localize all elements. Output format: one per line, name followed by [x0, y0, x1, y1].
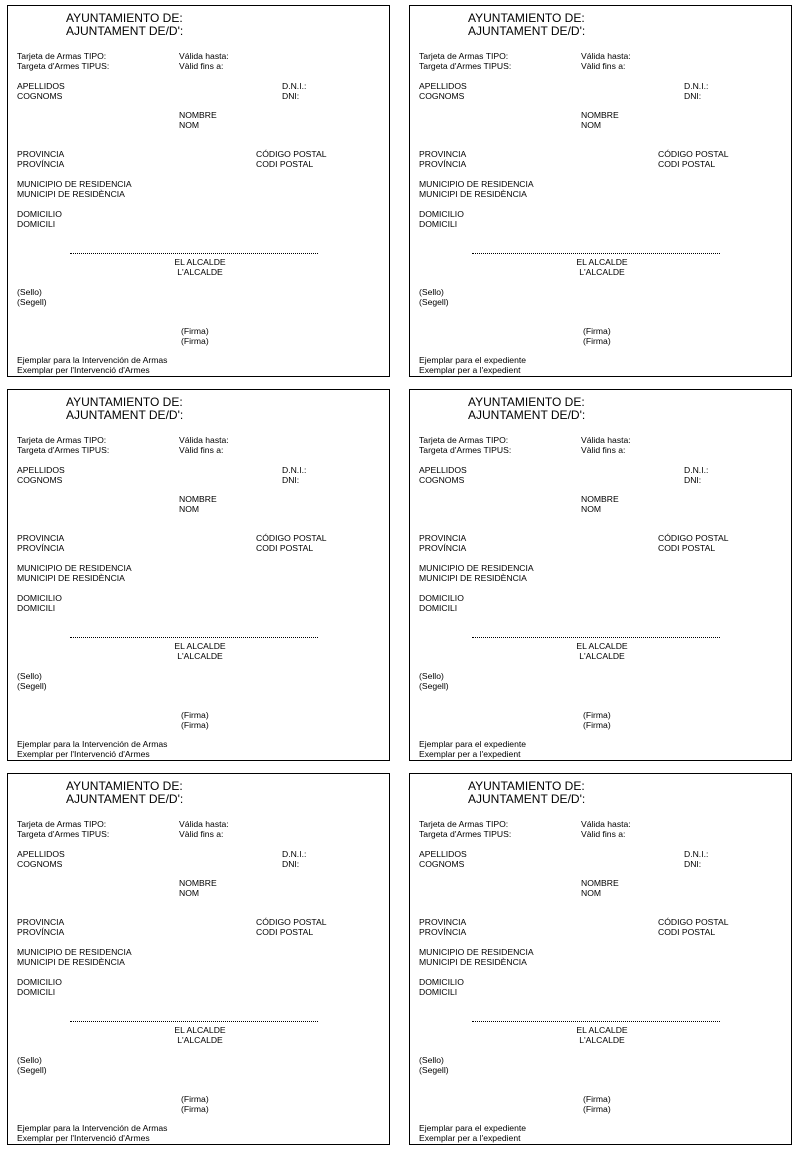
nombre-label-ca: NOM — [581, 888, 602, 898]
firma-label-ca: (Firma) — [583, 720, 611, 730]
apellidos-label-ca: COGNOMS — [419, 91, 465, 101]
card-title — [66, 396, 183, 421]
copy-label — [419, 1123, 526, 1143]
form-card-6 — [409, 773, 792, 1145]
copy-label-es: Ejemplar para la Intervención de Armas — [17, 1123, 168, 1133]
provincia-label-es: PROVINCIA — [17, 149, 65, 159]
municipio-label — [419, 947, 534, 967]
title-es: AYUNTAMIENTO DE: — [66, 779, 183, 793]
copy-label-ca: Exemplar per l'Intervenció d'Armes — [17, 365, 150, 375]
provincia-label-es: PROVINCIA — [419, 533, 467, 543]
tarjeta-label — [17, 51, 109, 71]
nombre-label-es: NOMBRE — [581, 878, 619, 888]
firma-label-es: (Firma) — [583, 1094, 611, 1104]
signature-dotted-line — [472, 637, 720, 638]
nombre-label-es: NOMBRE — [179, 878, 217, 888]
alcalde-label-es: EL ALCALDE — [174, 257, 226, 267]
domicilio-label-es: DOMICILIO — [17, 977, 62, 987]
dni-label-es: D.N.I.: — [282, 465, 307, 475]
sello-label-es: (Sello) — [17, 287, 42, 297]
domicilio-label-es: DOMICILIO — [419, 593, 464, 603]
tarjeta-label-es: Tarjeta de Armas TIPO: — [419, 435, 509, 445]
signature-dotted-line — [70, 253, 318, 254]
domicilio-label-es: DOMICILIO — [17, 209, 62, 219]
sello-label-es: (Sello) — [419, 671, 444, 681]
valida-label-ca: Vàlid fins a: — [581, 61, 626, 71]
nombre-label — [179, 878, 217, 898]
title-ca: AJUNTAMENT DE/D': — [468, 23, 586, 38]
codigo-postal-label — [256, 149, 327, 169]
apellidos-label-es: APELLIDOS — [419, 849, 467, 859]
apellidos-label-es: APELLIDOS — [419, 81, 467, 91]
municipio-label-es: MUNICIPIO DE RESIDENCIA — [17, 563, 132, 573]
valida-label-es: Válida hasta: — [581, 819, 631, 829]
tarjeta-label-es: Tarjeta de Armas TIPO: — [419, 51, 509, 61]
domicilio-label — [419, 209, 464, 229]
codigo-postal-label-ca: CODI POSTAL — [256, 927, 314, 937]
apellidos-label-es: APELLIDOS — [419, 465, 467, 475]
copy-label-es: Ejemplar para la Intervención de Armas — [17, 739, 168, 749]
nombre-label — [581, 494, 619, 514]
sello-label — [17, 671, 47, 691]
municipio-label-es: MUNICIPIO DE RESIDENCIA — [17, 947, 132, 957]
firma-label — [181, 1094, 209, 1114]
codigo-postal-label-es: CÓDIGO POSTAL — [256, 149, 327, 159]
dni-label-es: D.N.I.: — [684, 849, 709, 859]
title-ca: AJUNTAMENT DE/D': — [66, 23, 184, 38]
sello-label-es: (Sello) — [419, 287, 444, 297]
domicilio-label-es: DOMICILIO — [419, 977, 464, 987]
provincia-label — [419, 149, 466, 169]
form-card-2 — [409, 5, 792, 377]
nombre-label-es: NOMBRE — [179, 110, 217, 120]
title-es: AYUNTAMIENTO DE: — [468, 779, 585, 793]
firma-label-ca: (Firma) — [181, 720, 209, 730]
alcalde-label-es: EL ALCALDE — [576, 641, 628, 651]
provincia-label — [17, 149, 64, 169]
form-card-4 — [409, 389, 792, 761]
apellidos-label-ca: COGNOMS — [419, 859, 465, 869]
form-card-3 — [7, 389, 390, 761]
valida-label-ca: Vàlid fins a: — [179, 445, 224, 455]
signature-dotted-line — [472, 253, 720, 254]
provincia-label-es: PROVINCIA — [419, 149, 467, 159]
dni-label — [282, 81, 306, 101]
tarjeta-label-es: Tarjeta de Armas TIPO: — [17, 435, 107, 445]
apellidos-label-ca: COGNOMS — [17, 859, 63, 869]
alcalde-label-es: EL ALCALDE — [576, 257, 628, 267]
tarjeta-label-es: Tarjeta de Armas TIPO: — [17, 51, 107, 61]
sello-label-ca: (Segell) — [419, 681, 449, 691]
alcalde-label-es: EL ALCALDE — [576, 1025, 628, 1035]
alcalde-label-ca: L'ALCALDE — [177, 267, 223, 277]
nombre-label-ca: NOM — [179, 888, 200, 898]
domicilio-label-ca: DOMICILI — [17, 987, 56, 997]
alcalde-label-ca: L'ALCALDE — [579, 651, 625, 661]
domicilio-label-es: DOMICILIO — [17, 593, 62, 603]
municipio-label-es: MUNICIPIO DE RESIDENCIA — [419, 563, 534, 573]
municipio-label — [419, 563, 534, 583]
provincia-label-ca: PROVÍNCIA — [17, 159, 65, 169]
municipio-label — [419, 179, 534, 199]
codigo-postal-label-es: CÓDIGO POSTAL — [256, 917, 327, 927]
firma-label — [583, 326, 611, 346]
domicilio-label — [17, 977, 62, 997]
dni-label — [684, 849, 708, 869]
form-card-1 — [7, 5, 390, 377]
valida-label-es: Válida hasta: — [179, 819, 229, 829]
apellidos-label — [419, 849, 467, 869]
form-card-5 — [7, 773, 390, 1145]
nombre-label-es: NOMBRE — [179, 494, 217, 504]
firma-label — [583, 710, 611, 730]
nombre-label-ca: NOM — [581, 120, 602, 130]
dni-label-ca: DNI: — [684, 475, 702, 485]
domicilio-label-ca: DOMICILI — [419, 219, 458, 229]
card-title — [468, 780, 585, 805]
copy-label-es: Ejemplar para el expediente — [419, 355, 527, 365]
valida-label-ca: Vàlid fins a: — [581, 829, 626, 839]
apellidos-label-ca: COGNOMS — [17, 475, 63, 485]
municipio-label — [17, 179, 132, 199]
sello-label-ca: (Segell) — [17, 297, 47, 307]
sello-label-es: (Sello) — [419, 1055, 444, 1065]
title-es: AYUNTAMIENTO DE: — [468, 395, 585, 409]
card-title — [66, 780, 183, 805]
tarjeta-label-es: Tarjeta de Armas TIPO: — [17, 819, 107, 829]
apellidos-label-ca: COGNOMS — [419, 475, 465, 485]
domicilio-label-es: DOMICILIO — [419, 209, 464, 219]
valida-label — [179, 819, 229, 839]
valida-label — [581, 51, 631, 71]
codigo-postal-label-ca: CODI POSTAL — [658, 159, 716, 169]
tarjeta-label-ca: Targeta d'Armes TIPUS: — [419, 829, 512, 839]
copy-label — [419, 355, 526, 375]
sello-label-es: (Sello) — [17, 1055, 42, 1065]
dni-label-ca: DNI: — [282, 91, 300, 101]
municipio-label-ca: MUNICIPI DE RESIDÈNCIA — [419, 573, 527, 583]
copy-label-ca: Exemplar per l'Intervenció d'Armes — [17, 1133, 150, 1143]
alcalde-label — [566, 257, 638, 277]
municipio-label-ca: MUNICIPI DE RESIDÈNCIA — [17, 573, 125, 583]
firma-label-ca: (Firma) — [583, 1104, 611, 1114]
codigo-postal-label-ca: CODI POSTAL — [256, 159, 314, 169]
dni-label — [684, 465, 708, 485]
codigo-postal-label — [256, 917, 327, 937]
copy-label-ca: Exemplar per l'Intervenció d'Armes — [17, 749, 150, 759]
tarjeta-label — [17, 819, 109, 839]
dni-label-es: D.N.I.: — [684, 465, 709, 475]
nombre-label-ca: NOM — [581, 504, 602, 514]
valida-label — [581, 819, 631, 839]
tarjeta-label-ca: Targeta d'Armes TIPUS: — [419, 61, 512, 71]
domicilio-label-ca: DOMICILI — [419, 603, 458, 613]
alcalde-label — [164, 641, 236, 661]
dni-label-ca: DNI: — [684, 859, 702, 869]
codigo-postal-label — [658, 149, 729, 169]
municipio-label — [17, 947, 132, 967]
domicilio-label — [17, 209, 62, 229]
provincia-label-es: PROVINCIA — [419, 917, 467, 927]
title-ca: AJUNTAMENT DE/D': — [66, 407, 184, 422]
sello-label-ca: (Segell) — [419, 297, 449, 307]
municipio-label-es: MUNICIPIO DE RESIDENCIA — [17, 179, 132, 189]
provincia-label-es: PROVINCIA — [17, 533, 65, 543]
alcalde-label-es: EL ALCALDE — [174, 1025, 226, 1035]
card-title — [468, 396, 585, 421]
codigo-postal-label — [658, 533, 729, 553]
nombre-label-es: NOMBRE — [581, 110, 619, 120]
title-ca: AJUNTAMENT DE/D': — [66, 791, 184, 806]
municipio-label-ca: MUNICIPI DE RESIDÈNCIA — [17, 957, 125, 967]
codigo-postal-label-ca: CODI POSTAL — [658, 927, 716, 937]
domicilio-label-ca: DOMICILI — [419, 987, 458, 997]
municipio-label — [17, 563, 132, 583]
firma-label-ca: (Firma) — [583, 336, 611, 346]
copy-label-ca: Exemplar per a l'expedient — [419, 749, 521, 759]
signature-dotted-line — [70, 1021, 318, 1022]
alcalde-label — [164, 1025, 236, 1045]
apellidos-label — [17, 81, 65, 101]
municipio-label-ca: MUNICIPI DE RESIDÈNCIA — [17, 189, 125, 199]
domicilio-label — [419, 977, 464, 997]
copy-label — [419, 739, 526, 759]
card-title — [468, 12, 585, 37]
copy-label-ca: Exemplar per a l'expedient — [419, 1133, 521, 1143]
dni-label-es: D.N.I.: — [282, 849, 307, 859]
dni-label-ca: DNI: — [282, 859, 300, 869]
copy-label — [17, 739, 167, 759]
valida-label-ca: Vàlid fins a: — [179, 829, 224, 839]
sello-label — [17, 1055, 47, 1075]
apellidos-label — [419, 81, 467, 101]
provincia-label-es: PROVINCIA — [17, 917, 65, 927]
municipio-label-ca: MUNICIPI DE RESIDÈNCIA — [419, 957, 527, 967]
domicilio-label — [17, 593, 62, 613]
provincia-label — [419, 533, 466, 553]
nombre-label — [179, 494, 217, 514]
alcalde-label-ca: L'ALCALDE — [579, 267, 625, 277]
title-ca: AJUNTAMENT DE/D': — [468, 791, 586, 806]
dni-label — [684, 81, 708, 101]
sello-label-ca: (Segell) — [17, 1065, 47, 1075]
sello-label-es: (Sello) — [17, 671, 42, 681]
nombre-label-ca: NOM — [179, 504, 200, 514]
provincia-label-ca: PROVÍNCIA — [419, 159, 467, 169]
firma-label-es: (Firma) — [583, 710, 611, 720]
nombre-label-es: NOMBRE — [581, 494, 619, 504]
copy-label-ca: Exemplar per a l'expedient — [419, 365, 521, 375]
firma-label — [181, 326, 209, 346]
provincia-label — [17, 533, 64, 553]
domicilio-label-ca: DOMICILI — [17, 219, 56, 229]
copy-label-es: Ejemplar para el expediente — [419, 1123, 527, 1133]
domicilio-label-ca: DOMICILI — [17, 603, 56, 613]
codigo-postal-label-ca: CODI POSTAL — [658, 543, 716, 553]
copy-label-es: Ejemplar para el expediente — [419, 739, 527, 749]
valida-label-ca: Vàlid fins a: — [581, 445, 626, 455]
firma-label-es: (Firma) — [181, 710, 209, 720]
valida-label-ca: Vàlid fins a: — [179, 61, 224, 71]
valida-label-es: Válida hasta: — [581, 435, 631, 445]
alcalde-label-ca: L'ALCALDE — [177, 651, 223, 661]
valida-label — [179, 435, 229, 455]
tarjeta-label-es: Tarjeta de Armas TIPO: — [419, 819, 509, 829]
domicilio-label — [419, 593, 464, 613]
provincia-label-ca: PROVÍNCIA — [419, 927, 467, 937]
card-title — [66, 12, 183, 37]
valida-label — [581, 435, 631, 455]
valida-label-es: Válida hasta: — [179, 435, 229, 445]
firma-label-es: (Firma) — [583, 326, 611, 336]
tarjeta-label-ca: Targeta d'Armes TIPUS: — [419, 445, 512, 455]
apellidos-label-es: APELLIDOS — [17, 465, 65, 475]
apellidos-label-es: APELLIDOS — [17, 849, 65, 859]
dni-label-es: D.N.I.: — [282, 81, 307, 91]
sello-label-ca: (Segell) — [419, 1065, 449, 1075]
valida-label — [179, 51, 229, 71]
dni-label-ca: DNI: — [282, 475, 300, 485]
provincia-label-ca: PROVÍNCIA — [17, 927, 65, 937]
firma-label — [181, 710, 209, 730]
sello-label-ca: (Segell) — [17, 681, 47, 691]
alcalde-label-es: EL ALCALDE — [174, 641, 226, 651]
tarjeta-label — [419, 51, 511, 71]
tarjeta-label — [419, 819, 511, 839]
codigo-postal-label — [658, 917, 729, 937]
nombre-label — [581, 110, 619, 130]
alcalde-label-ca: L'ALCALDE — [177, 1035, 223, 1045]
sello-label — [419, 671, 449, 691]
alcalde-label — [566, 641, 638, 661]
copy-label — [17, 1123, 167, 1143]
copy-label-es: Ejemplar para la Intervención de Armas — [17, 355, 168, 365]
alcalde-label-ca: L'ALCALDE — [579, 1035, 625, 1045]
sello-label — [419, 1055, 449, 1075]
provincia-label-ca: PROVÍNCIA — [419, 543, 467, 553]
dni-label — [282, 849, 306, 869]
title-es: AYUNTAMIENTO DE: — [66, 11, 183, 25]
codigo-postal-label-es: CÓDIGO POSTAL — [658, 917, 729, 927]
nombre-label-ca: NOM — [179, 120, 200, 130]
apellidos-label-ca: COGNOMS — [17, 91, 63, 101]
codigo-postal-label — [256, 533, 327, 553]
apellidos-label — [17, 465, 65, 485]
signature-dotted-line — [472, 1021, 720, 1022]
tarjeta-label — [17, 435, 109, 455]
valida-label-es: Válida hasta: — [581, 51, 631, 61]
municipio-label-es: MUNICIPIO DE RESIDENCIA — [419, 179, 534, 189]
firma-label — [583, 1094, 611, 1114]
sello-label — [17, 287, 47, 307]
title-es: AYUNTAMIENTO DE: — [468, 11, 585, 25]
municipio-label-es: MUNICIPIO DE RESIDENCIA — [419, 947, 534, 957]
codigo-postal-label-es: CÓDIGO POSTAL — [658, 533, 729, 543]
firma-label-es: (Firma) — [181, 1094, 209, 1104]
provincia-label — [17, 917, 64, 937]
dni-label-es: D.N.I.: — [684, 81, 709, 91]
firma-label-ca: (Firma) — [181, 1104, 209, 1114]
dni-label-ca: DNI: — [684, 91, 702, 101]
tarjeta-label-ca: Targeta d'Armes TIPUS: — [17, 829, 110, 839]
sello-label — [419, 287, 449, 307]
codigo-postal-label-ca: CODI POSTAL — [256, 543, 314, 553]
nombre-label — [179, 110, 217, 130]
copy-label — [17, 355, 167, 375]
codigo-postal-label-es: CÓDIGO POSTAL — [256, 533, 327, 543]
tarjeta-label-ca: Targeta d'Armes TIPUS: — [17, 61, 110, 71]
tarjeta-label — [419, 435, 511, 455]
valida-label-es: Válida hasta: — [179, 51, 229, 61]
firma-label-es: (Firma) — [181, 326, 209, 336]
alcalde-label — [164, 257, 236, 277]
tarjeta-label-ca: Targeta d'Armes TIPUS: — [17, 445, 110, 455]
apellidos-label-es: APELLIDOS — [17, 81, 65, 91]
provincia-label — [419, 917, 466, 937]
title-es: AYUNTAMIENTO DE: — [66, 395, 183, 409]
title-ca: AJUNTAMENT DE/D': — [468, 407, 586, 422]
municipio-label-ca: MUNICIPI DE RESIDÈNCIA — [419, 189, 527, 199]
codigo-postal-label-es: CÓDIGO POSTAL — [658, 149, 729, 159]
apellidos-label — [17, 849, 65, 869]
firma-label-ca: (Firma) — [181, 336, 209, 346]
dni-label — [282, 465, 306, 485]
alcalde-label — [566, 1025, 638, 1045]
signature-dotted-line — [70, 637, 318, 638]
nombre-label — [581, 878, 619, 898]
apellidos-label — [419, 465, 467, 485]
provincia-label-ca: PROVÍNCIA — [17, 543, 65, 553]
